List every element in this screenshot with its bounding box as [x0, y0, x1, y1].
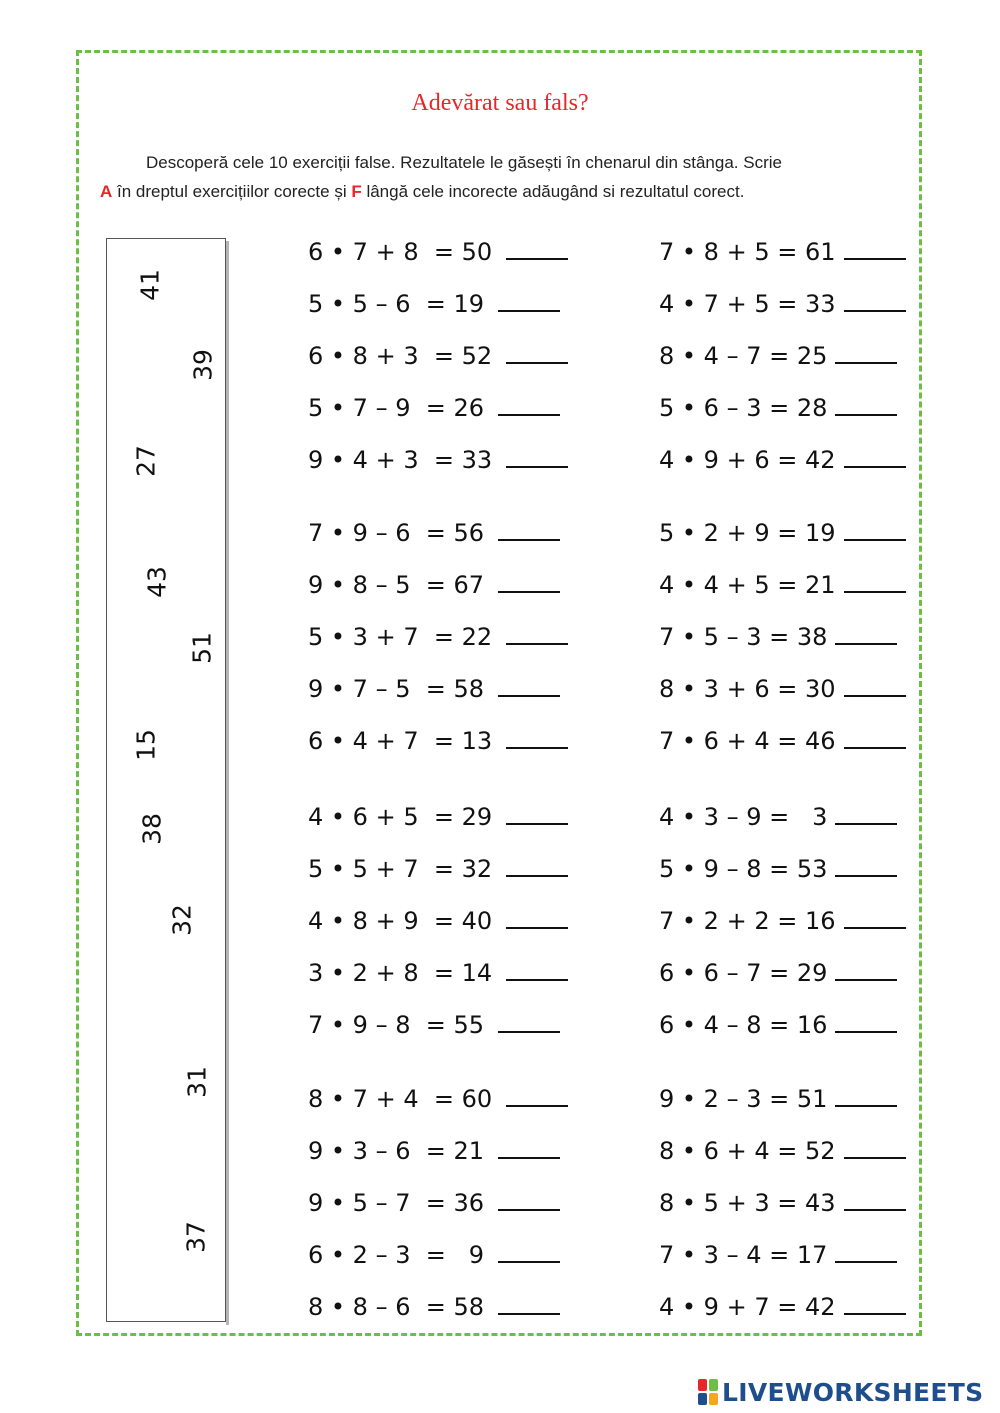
- exercise-text: 5 • 3 + 7 = 22: [308, 623, 493, 651]
- answer-blank[interactable]: [844, 677, 906, 697]
- answer-blank[interactable]: [844, 1139, 906, 1159]
- answer-blank[interactable]: [835, 1013, 897, 1033]
- exercise-text: 3 • 2 + 8 = 14: [308, 959, 493, 987]
- exercise-text: 6 • 4 + 7 = 13: [308, 727, 493, 755]
- exercise-row: [308, 1137, 560, 1165]
- answer-blank[interactable]: [506, 1087, 568, 1107]
- exercise-row: [659, 290, 906, 318]
- exercise-text: 4 • 9 + 7 = 42: [659, 1293, 836, 1321]
- exercise-text: 6 • 6 – 7 = 29: [659, 959, 828, 987]
- instructions-line-1: Descoperă cele 10 exerciții false. Rezultatele le găsești în chenarul din stânga. Scrie: [146, 153, 782, 172]
- exercise-row: [659, 571, 906, 599]
- exercise-text: 4 • 3 – 9 = 3: [659, 803, 828, 831]
- answer-number: 38: [137, 813, 167, 845]
- answer-blank[interactable]: [506, 625, 568, 645]
- exercise-text: 9 • 5 – 7 = 36: [308, 1189, 485, 1217]
- exercise-row: [659, 727, 906, 755]
- answer-blank[interactable]: [835, 1243, 897, 1263]
- exercise-row: [659, 238, 906, 266]
- exercise-row: [659, 907, 906, 935]
- exercise-text: 4 • 9 + 6 = 42: [659, 446, 836, 474]
- answer-number: 39: [188, 349, 218, 381]
- exercise-row: [308, 623, 568, 651]
- answer-blank[interactable]: [844, 909, 906, 929]
- exercise-text: 5 • 5 – 6 = 19: [308, 290, 485, 318]
- answer-number: 31: [182, 1066, 212, 1098]
- instructions: [100, 148, 900, 206]
- exercise-row: [659, 1189, 906, 1217]
- answer-blank[interactable]: [506, 729, 568, 749]
- exercise-text: 4 • 4 + 5 = 21: [659, 571, 836, 599]
- exercise-row: [308, 290, 560, 318]
- exercise-row: [659, 855, 897, 883]
- exercise-row: [308, 571, 560, 599]
- answer-blank[interactable]: [498, 573, 560, 593]
- exercise-row: [308, 1189, 560, 1217]
- exercise-row: [659, 1137, 906, 1165]
- answer-blank[interactable]: [506, 344, 568, 364]
- exercise-row: [308, 394, 560, 422]
- exercise-text: 4 • 7 + 5 = 33: [659, 290, 836, 318]
- answer-blank[interactable]: [835, 961, 897, 981]
- exercise-text: 8 • 3 + 6 = 30: [659, 675, 836, 703]
- exercise-text: 9 • 8 – 5 = 67: [308, 571, 485, 599]
- answer-blank[interactable]: [498, 1013, 560, 1033]
- exercise-text: 5 • 2 + 9 = 19: [659, 519, 836, 547]
- answers-box: [106, 238, 226, 1322]
- answer-blank[interactable]: [506, 909, 568, 929]
- exercise-row: [308, 1241, 560, 1269]
- answer-blank[interactable]: [844, 292, 906, 312]
- answer-blank[interactable]: [835, 857, 897, 877]
- exercise-text: 9 • 4 + 3 = 33: [308, 446, 493, 474]
- exercise-row: [659, 1241, 897, 1269]
- answer-blank[interactable]: [835, 805, 897, 825]
- exercise-text: 6 • 8 + 3 = 52: [308, 342, 493, 370]
- exercise-text: 7 • 9 – 6 = 56: [308, 519, 485, 547]
- answer-blank[interactable]: [498, 1139, 560, 1159]
- answer-blank[interactable]: [835, 396, 897, 416]
- liveworksheets-logo: [698, 1374, 983, 1410]
- exercise-text: 8 • 8 – 6 = 58: [308, 1293, 485, 1321]
- liveworksheets-logo-icon: [698, 1379, 718, 1405]
- instructions-line-2: [100, 177, 900, 206]
- answer-blank[interactable]: [498, 1295, 560, 1315]
- answer-blank[interactable]: [498, 1191, 560, 1211]
- letter-a: A: [100, 182, 113, 201]
- exercise-text: 5 • 7 – 9 = 26: [308, 394, 485, 422]
- exercise-row: [308, 727, 568, 755]
- exercise-row: [659, 342, 897, 370]
- answer-blank[interactable]: [844, 1191, 906, 1211]
- answer-number: 43: [142, 566, 172, 598]
- answer-blank[interactable]: [506, 857, 568, 877]
- exercise-row: [659, 1293, 906, 1321]
- exercise-text: 7 • 5 – 3 = 38: [659, 623, 828, 651]
- exercise-text: 7 • 8 + 5 = 61: [659, 238, 836, 266]
- answer-blank[interactable]: [844, 448, 906, 468]
- exercise-row: [659, 1011, 897, 1039]
- answer-blank[interactable]: [498, 292, 560, 312]
- exercise-text: 4 • 8 + 9 = 40: [308, 907, 493, 935]
- exercise-text: 8 • 6 + 4 = 52: [659, 1137, 836, 1165]
- exercise-row: [308, 1085, 568, 1113]
- answer-blank[interactable]: [844, 521, 906, 541]
- answer-blank[interactable]: [506, 448, 568, 468]
- exercise-row: [659, 959, 897, 987]
- answer-number: 37: [181, 1221, 211, 1253]
- exercise-row: [308, 519, 560, 547]
- exercise-text: 8 • 5 + 3 = 43: [659, 1189, 836, 1217]
- answer-blank[interactable]: [506, 961, 568, 981]
- exercise-row: [308, 1011, 560, 1039]
- exercise-text: 7 • 2 + 2 = 16: [659, 907, 836, 935]
- exercise-row: [308, 907, 568, 935]
- answer-blank[interactable]: [506, 805, 568, 825]
- answer-blank[interactable]: [506, 240, 568, 260]
- exercise-row: [659, 1085, 897, 1113]
- worksheet-title: Adevărat sau fals?: [411, 90, 589, 116]
- exercise-text: 9 • 3 – 6 = 21: [308, 1137, 485, 1165]
- answer-blank[interactable]: [835, 625, 897, 645]
- answer-number: 15: [131, 729, 161, 761]
- exercise-text: 9 • 7 – 5 = 58: [308, 675, 485, 703]
- answer-blank[interactable]: [844, 573, 906, 593]
- exercise-text: 9 • 2 – 3 = 51: [659, 1085, 828, 1113]
- exercise-row: [308, 855, 568, 883]
- exercise-text: 8 • 4 – 7 = 25: [659, 342, 828, 370]
- answer-blank[interactable]: [844, 1295, 906, 1315]
- answer-blank[interactable]: [835, 344, 897, 364]
- exercise-row: [659, 519, 906, 547]
- exercise-row: [659, 623, 897, 651]
- letter-f: F: [351, 182, 362, 201]
- answer-blank[interactable]: [844, 240, 906, 260]
- answer-number: 51: [187, 632, 217, 664]
- exercise-row: [659, 446, 906, 474]
- exercise-text: 5 • 6 – 3 = 28: [659, 394, 828, 422]
- exercise-row: [308, 342, 568, 370]
- exercise-text: 4 • 6 + 5 = 29: [308, 803, 493, 831]
- exercise-text: 7 • 3 – 4 = 17: [659, 1241, 828, 1269]
- answer-blank[interactable]: [498, 1243, 560, 1263]
- answer-blank[interactable]: [844, 729, 906, 749]
- answer-number: 41: [135, 269, 165, 301]
- exercise-text: 5 • 5 + 7 = 32: [308, 855, 493, 883]
- exercise-row: [659, 675, 906, 703]
- logo-text: LIVEWORKSHEETS: [722, 1377, 984, 1407]
- instructions-end: lângă cele incorecte adăugând si rezultatul corect.: [361, 182, 745, 201]
- exercise-row: [659, 803, 897, 831]
- exercise-row: [308, 1293, 560, 1321]
- exercise-row: [308, 803, 568, 831]
- exercise-row: [308, 446, 568, 474]
- exercise-text: 7 • 6 + 4 = 46: [659, 727, 836, 755]
- answer-blank[interactable]: [498, 521, 560, 541]
- exercise-text: 6 • 7 + 8 = 50: [308, 238, 493, 266]
- exercise-text: 8 • 7 + 4 = 60: [308, 1085, 493, 1113]
- answer-number: 27: [131, 445, 161, 477]
- exercise-text: 5 • 9 – 8 = 53: [659, 855, 828, 883]
- exercise-row: [308, 959, 568, 987]
- answer-blank[interactable]: [498, 677, 560, 697]
- exercise-row: [659, 394, 897, 422]
- exercise-text: 6 • 2 – 3 = 9: [308, 1241, 485, 1269]
- instructions-middle: în dreptul exercițiilor corecte și: [112, 182, 352, 201]
- answer-number: 32: [167, 904, 197, 936]
- exercise-row: [308, 238, 568, 266]
- exercise-text: 6 • 4 – 8 = 16: [659, 1011, 828, 1039]
- exercise-text: 7 • 9 – 8 = 55: [308, 1011, 485, 1039]
- exercise-row: [308, 675, 560, 703]
- answer-blank[interactable]: [498, 396, 560, 416]
- answer-blank[interactable]: [835, 1087, 897, 1107]
